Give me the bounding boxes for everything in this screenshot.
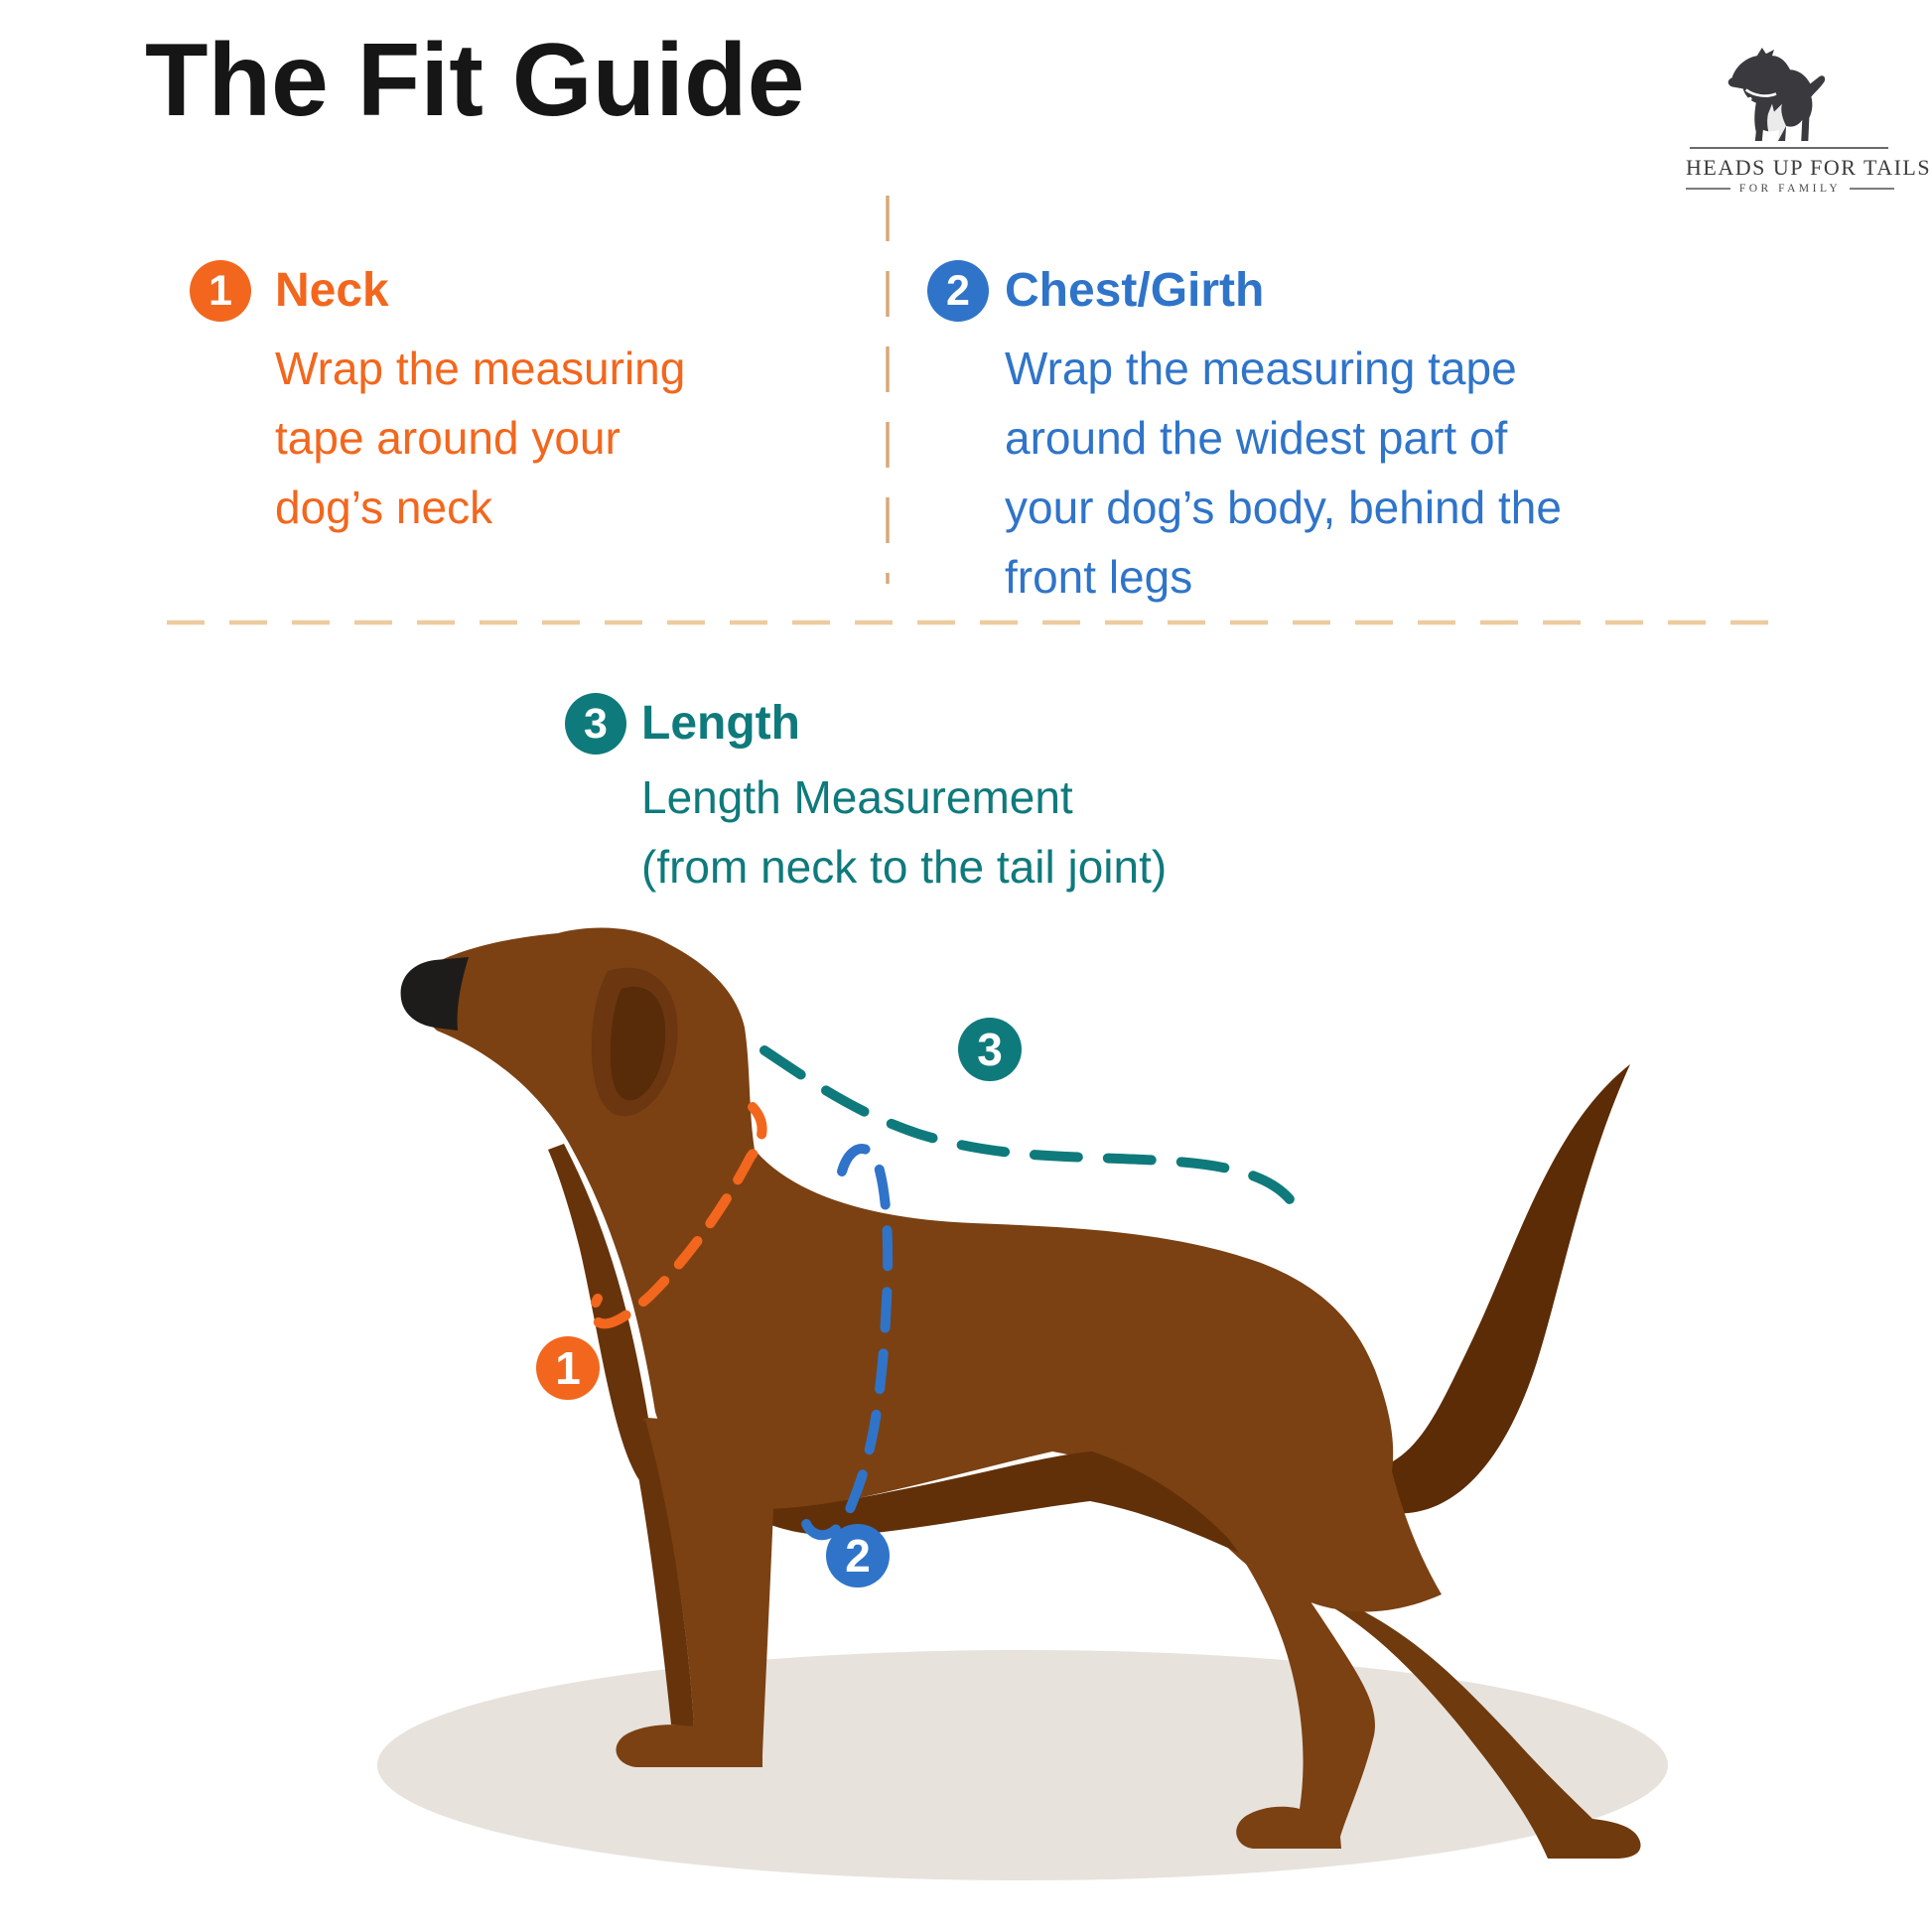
section-chest-number: 2 [946,266,970,315]
marker-chest-number: 2 [845,1530,871,1582]
dog-ground-shadow [377,1650,1668,1880]
section-length-number: 3 [584,699,608,748]
brand-tagline: FOR FAMILY [1738,183,1842,195]
section-neck-line: dog’s neck [275,482,493,533]
marker-neck-number: 1 [555,1342,581,1394]
section-neck-line: tape around your [275,412,621,464]
brand-name: HEADS UP FOR TAILS [1686,155,1932,180]
section-neck-number: 1 [208,266,232,315]
page-title: The Fit Guide [145,23,805,138]
marker-neck [536,1336,600,1400]
section-length-line: Length Measurement [641,771,1073,823]
section-neck-title: Neck [275,264,389,317]
section-chest-line: Wrap the measuring tape [1005,343,1517,394]
section-chest-line: your dog’s body, behind the [1005,482,1562,533]
marker-length [958,1018,1022,1081]
section-chest-title: Chest/Girth [1005,264,1265,317]
marker-length-number: 3 [977,1024,1003,1075]
section-length-line: (from neck to the tail joint) [641,841,1168,893]
section-length-title: Length [641,697,800,750]
length-measure-line [764,1050,1303,1223]
marker-chest [826,1524,890,1587]
section-chest-line: around the widest part of [1005,412,1508,464]
section-chest-line: front legs [1005,551,1193,603]
dog-tail [1374,1064,1630,1513]
section-neck-line: Wrap the measuring [275,343,686,394]
